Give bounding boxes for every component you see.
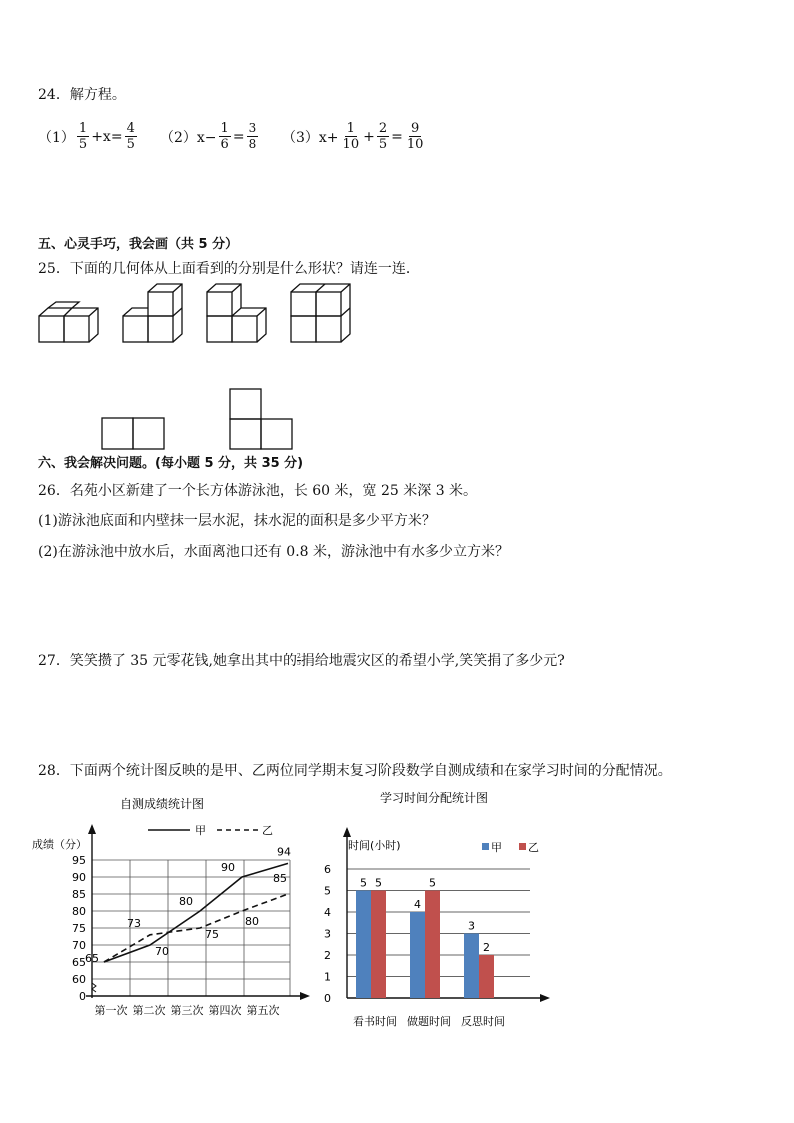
eq3-plus: + — [363, 128, 375, 145]
cube-figure-2 — [123, 284, 182, 342]
x-tick-label: 第一次 — [94, 1004, 128, 1017]
data-label: 94 — [277, 845, 291, 859]
data-label: 85 — [273, 872, 287, 885]
q26-part-2: (2)在游泳池中放水后，水面离池口还有 0.8 米，游泳池中有水多少立方米？ — [38, 544, 509, 560]
bar-甲-1 — [356, 891, 371, 999]
legend-jia-swatch — [482, 843, 489, 850]
y-tick-label: 5 — [324, 884, 331, 898]
equation-3 — [282, 121, 427, 152]
bar-legend-jia: 甲 — [491, 841, 502, 854]
eq1-fraction-a: $\frac{1}{5}$ — [78, 121, 88, 152]
q27-text-before: 27．笑笑攒了 35 元零花钱,她拿出其中的 — [38, 653, 297, 669]
y-tick-label: 65 — [72, 956, 86, 969]
x-tick-label: 第五次 — [246, 1004, 280, 1017]
data-label: 4 — [414, 898, 421, 911]
data-label: 3 — [468, 919, 475, 933]
q28-text: 28．下面两个统计图反映的是甲、乙两位同学期末复习阶段数学自测成绩和在家学习时间的分配情况。 — [38, 763, 672, 779]
bar-乙-2 — [425, 891, 440, 999]
series-line-甲 — [104, 863, 288, 962]
x-tick-label: 做题时间 — [407, 1015, 451, 1028]
data-label: 5 — [375, 876, 382, 890]
q24-title: 24．解方程。 — [38, 87, 126, 103]
eq2-fraction-b: $\frac{3}{8}$ — [248, 121, 257, 151]
x-axis-arrow — [540, 994, 550, 1002]
data-label: 2 — [483, 941, 490, 954]
data-label: 5 — [429, 876, 436, 890]
y-tick-label: 90 — [72, 871, 86, 884]
score-line-chart — [30, 790, 310, 1030]
bar-甲-3 — [464, 934, 479, 999]
data-label: 80 — [179, 895, 193, 908]
bar-chart-title: 学习时间分配统计图 — [380, 791, 489, 805]
legend-yi-label: 乙 — [262, 824, 273, 837]
cube-figure-1 — [39, 302, 98, 342]
q26-part-1: (1)游泳池底面和内壁抹一层水泥，抹水泥的面积是多少平方米？ — [38, 513, 436, 529]
section-6-title: 六、我会解决问题。(每小题 5 分，共 35 分) — [38, 456, 304, 471]
x-tick-label: 第二次 — [132, 1004, 166, 1017]
y-tick-label: 1 — [324, 970, 331, 984]
y-tick-label: 95 — [72, 854, 86, 867]
bar-乙-1 — [371, 891, 386, 999]
q27-text — [38, 650, 565, 670]
x-tick-label: 看书时间 — [353, 1015, 397, 1028]
top-view-b — [230, 389, 292, 449]
line-chart-ylabel: 成绩（分） — [32, 838, 87, 851]
eq3-fraction-b: $\frac{2}{5}$ — [378, 121, 388, 152]
y-tick-label: 70 — [72, 939, 86, 952]
line-chart-title: 自测成绩统计图 — [120, 797, 205, 811]
equation-2 — [160, 121, 260, 152]
data-label: 65 — [85, 952, 99, 965]
x-tick-label: 第三次 — [170, 1004, 204, 1017]
top-view-a — [102, 418, 164, 449]
cube-figures — [30, 280, 370, 455]
data-label: 75 — [205, 928, 219, 941]
y-tick-label: 80 — [72, 905, 86, 918]
data-label: 5 — [360, 876, 367, 890]
study-time-bar-chart — [315, 785, 555, 1035]
q26-text: 26．名苑小区新建了一个长方体游泳池，长 60 米，宽 25 米深 3 米。 — [38, 483, 478, 499]
x-axis-arrow — [300, 992, 310, 1000]
data-label: 80 — [245, 915, 259, 928]
x-tick-label: 第四次 — [208, 1004, 242, 1017]
q25-text: 25．下面的几何体从上面看到的分别是什么形状？请连一连． — [38, 261, 420, 277]
data-label: 90 — [221, 861, 235, 874]
bar-legend-yi: 乙 — [528, 841, 539, 854]
y-tick-label: 0 — [79, 990, 86, 1003]
eq1-mid: +x= — [91, 128, 123, 145]
eq3-label: （3）x+ — [282, 129, 339, 146]
legend-jia-label: 甲 — [195, 824, 206, 837]
section-5-title: 五、心灵手巧，我会画（共 5 分） — [38, 237, 239, 252]
y-tick-label: 85 — [72, 888, 86, 901]
bar-chart-ylabel: 时间(小时) — [348, 839, 401, 852]
y-tick-label: 4 — [324, 906, 331, 919]
q27-text-after: 捐给地震灾区的希望小学,笑笑捐了多少元? — [300, 653, 565, 669]
equation-1 — [38, 121, 139, 152]
y-tick-label: 60 — [72, 973, 86, 986]
eq2-label: （2）x− — [160, 129, 217, 146]
y-tick-label: 2 — [324, 949, 331, 962]
data-label: 73 — [127, 916, 141, 930]
legend-yi-swatch — [519, 843, 526, 850]
y-tick-label: 0 — [324, 992, 331, 1005]
eq1-fraction-b: $\frac{4}{5}$ — [126, 121, 135, 152]
x-tick-label: 反思时间 — [461, 1015, 505, 1028]
bar-甲-2 — [410, 912, 425, 998]
data-label: 70 — [155, 945, 169, 958]
bar-乙-3 — [479, 955, 494, 998]
y-tick-label: 6 — [324, 863, 331, 876]
y-axis-arrow — [343, 827, 351, 837]
eq3-fraction-c: $\frac{9}{10}$ — [406, 121, 424, 152]
cube-figure-4 — [291, 284, 350, 342]
y-tick-label: 3 — [324, 927, 331, 941]
q27-fraction: 2 5 — [296, 652, 301, 667]
eq3-equals: = — [391, 128, 403, 145]
y-tick-label: 75 — [72, 922, 86, 935]
y-axis-arrow — [88, 824, 96, 834]
cube-figure-3 — [207, 284, 266, 342]
eq3-fraction-a: $\frac{1}{10}$ — [342, 121, 360, 152]
eq2-fraction-a: $\frac{1}{6}$ — [220, 121, 229, 152]
eq1-label: （1） — [38, 129, 75, 146]
eq2-mid: = — [232, 128, 245, 145]
